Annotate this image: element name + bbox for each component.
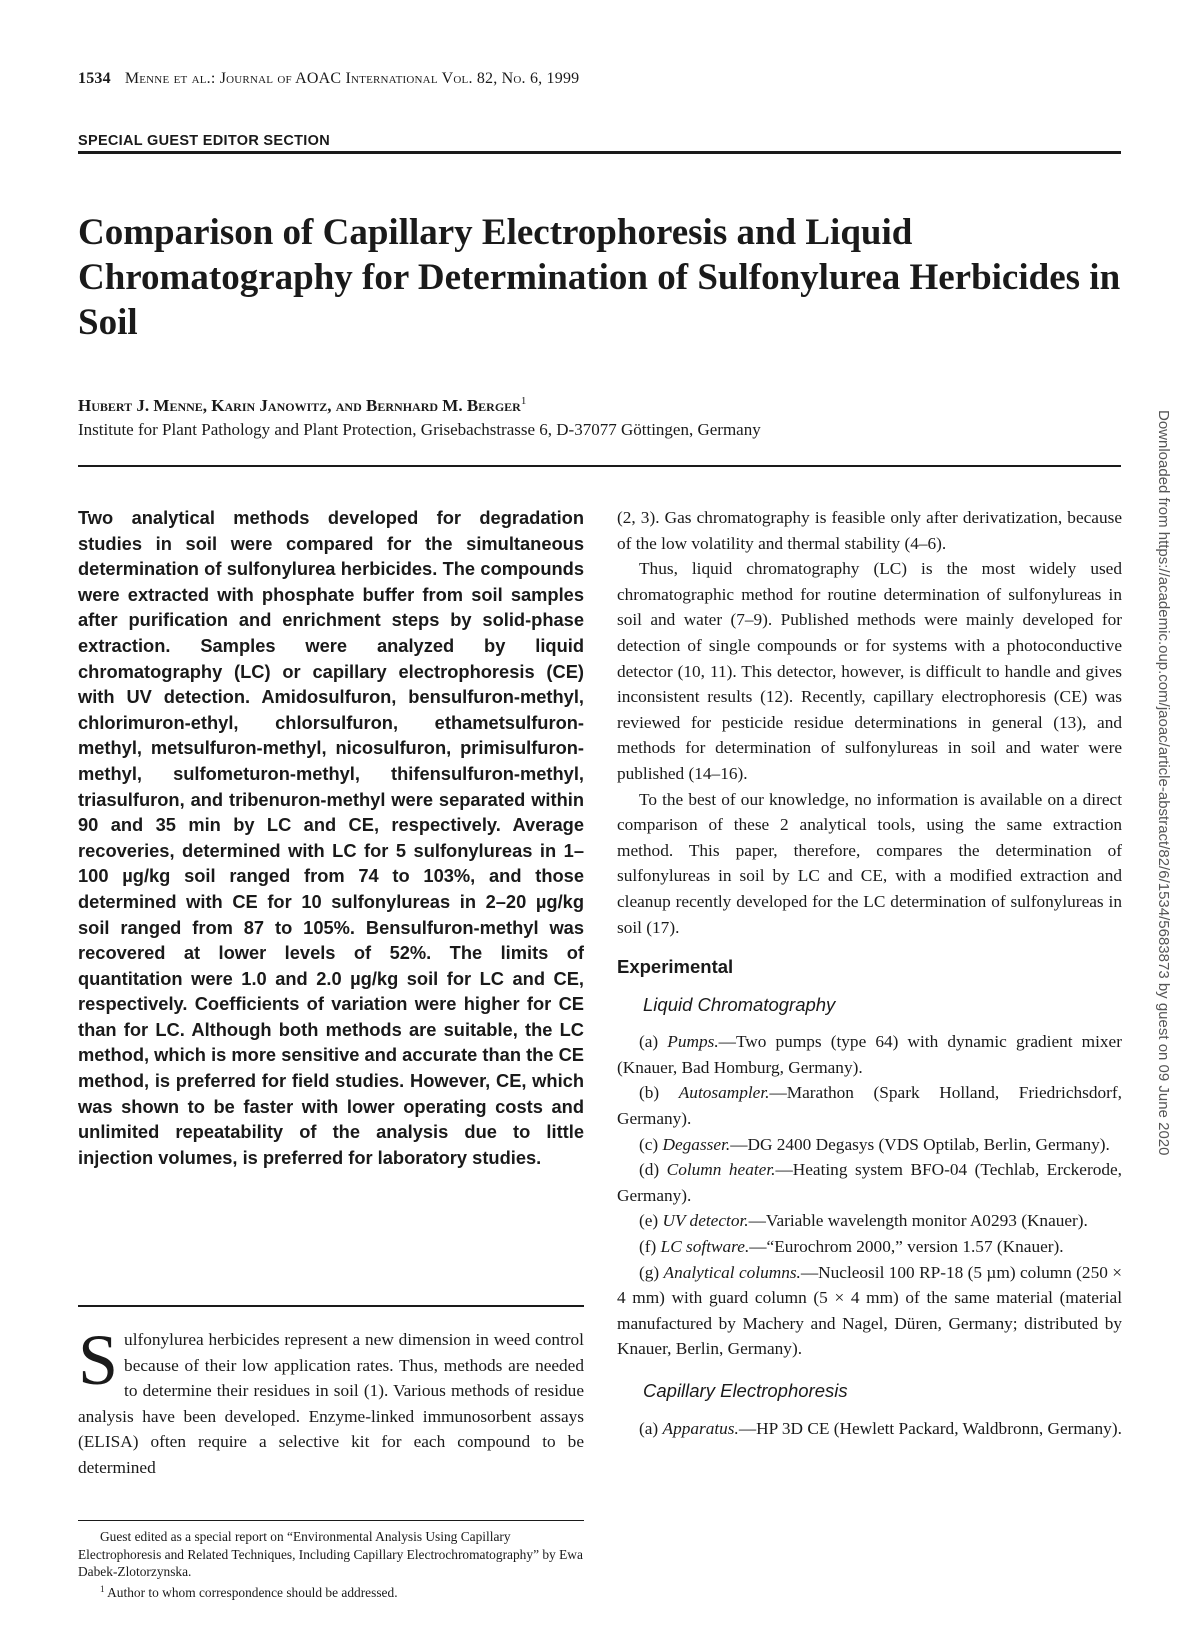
section-label: SPECIAL GUEST EDITOR SECTION xyxy=(78,133,330,149)
abstract: Two analytical methods developed for degradation studies in soil were compared for the simultaneous determination of sulfonylurea herbicides. The compounds were extracted with phosphate buffer from soil samples after purification and enrichment steps by solid-phase extraction. Samples were analyzed by liquid chromatography (LC) or capillary electrophoresis (CE) with UV detection. Amidosulfuron, bensulfuron-methyl, chlorimuron-ethyl, chlorsulfuron, ethametsulfuron-methyl, metsulfuron-methyl, nicosulfuron, primisulfuron-methyl, sulfometuron-methyl, thifensulfuron-methyl, triasulfuron, and tribenuron-methyl were separated within 90 and 35 min by LC and CE, respectively. Average recoveries, determined with LC for 5 sulfonylureas in 1–100 µg/kg soil ranged from 74 to 103%, and those determined with CE for 10 sulfonylureas in 2–20 µg/kg soil ranged from 87 to 105%. Bensulfuron-methyl was recovered at lower levels of 52%. The limits of quantitation were 1.0 and 2.0 µg/kg soil for LC and CE, respectively. Coefficients of variation were higher for CE than for LC. Although both methods are suitable, the LC method, which is more sensitive and accurate than the CE method, is preferred for field studies. However, CE, which was shown to be faster with lower operating costs and unlimited repeatability of the analysis due to little injection volumes, is preferred for laboratory studies. xyxy=(78,507,584,1168)
author-names: Hubert J. Menne, Karin Janowitz, and Bernhard M. Berger xyxy=(78,396,521,415)
authors xyxy=(78,395,526,416)
header-rule xyxy=(78,465,1121,467)
section-rule xyxy=(78,151,1121,154)
right-column xyxy=(617,505,1122,1441)
lc-item-d xyxy=(617,1157,1122,1208)
paragraph-2: Thus, liquid chromatography (LC) is the most widely used chromatographic method for routine determination of sulfonylureas in soil and water (7–9). Published methods were mainly developed for detection of single compounds or for systems with a photoconductive detector (10, 11). This detector, however, is difficult to handle and gives inconsistent results (12). Recently, capillary electrophoresis (CE) was reviewed for pesticide residue determinations in general (13), and methods for determination of sulfonylureas in soil and water were published (14–16). xyxy=(617,559,1122,783)
lc-item-f xyxy=(617,1234,1122,1260)
item-label: (a) xyxy=(639,1032,659,1052)
item-label: (e) xyxy=(639,1211,659,1231)
ce-item-a xyxy=(617,1416,1122,1442)
correspondence-text: Author to whom correspondence should be addressed. xyxy=(107,1584,398,1600)
drop-cap: S xyxy=(78,1320,119,1400)
lc-heading: Liquid Chromatography xyxy=(643,993,836,1015)
item-text: —DG 2400 Degasys (VDS Optilab, Berlin, Germany). xyxy=(730,1134,1110,1154)
watermark-text: Downloaded from https://academic.oup.com/jaoac/article-abstract/82/6/1534/5683873 by guest on 09 June 2020 xyxy=(1155,410,1172,1156)
lc-item-a xyxy=(617,1029,1122,1080)
download-watermark xyxy=(1150,410,1178,1240)
running-head xyxy=(78,70,579,88)
item-label: (c) xyxy=(639,1134,659,1154)
author-footnote-marker: 1 xyxy=(520,395,527,407)
item-name: Apparatus. xyxy=(662,1418,739,1438)
item-name: Degasser. xyxy=(662,1134,731,1154)
item-label: (f) xyxy=(639,1237,657,1257)
experimental-heading: Experimental xyxy=(617,956,734,978)
intro-paragraph xyxy=(78,1320,584,1481)
item-name: Autosampler. xyxy=(678,1083,770,1103)
item-name: Pumps. xyxy=(667,1032,719,1052)
lc-item-c xyxy=(617,1132,1122,1158)
correspondence-note xyxy=(78,1581,584,1602)
item-name: UV detector. xyxy=(662,1211,749,1231)
footnote-rule xyxy=(78,1520,584,1521)
item-text: —Variable wavelength monitor A0293 (Knauer). xyxy=(748,1211,1088,1231)
lc-item-e xyxy=(617,1208,1122,1234)
correspondence-marker: 1 xyxy=(100,1583,105,1594)
item-text: —Two pumps (type 64) with dynamic gradient mixer (Knauer, Bad Homburg, Germany). xyxy=(617,1032,1122,1077)
paragraph-3: To the best of our knowledge, no information is available on a direct comparison of these 2 analytical tools, using the same extraction method. This paper, therefore, compares the determination of sulfonylureas in soil by LC and CE, with a modified extraction and cleanup recently developed for the LC determination of sulfonylureas in soil (17). xyxy=(617,789,1122,937)
guest-editor-note: Guest edited as a special report on “Environmental Analysis Using Capillary Electrophoresis and Related Techniques, Including Capillary Electrochromatography” by Ewa Dabek-Zlotorzynska. xyxy=(78,1529,583,1579)
paragraph-1: (2, 3). Gas chromatography is feasible only after derivatization, because of the low volatility and thermal stability (4–6). xyxy=(617,508,1122,553)
item-label: (a) xyxy=(639,1418,659,1438)
item-text: —HP 3D CE (Hewlett Packard, Waldbronn, Germany). xyxy=(738,1418,1122,1438)
lc-item-g xyxy=(617,1260,1122,1362)
footnotes xyxy=(78,1528,584,1601)
ce-heading: Capillary Electrophoresis xyxy=(643,1380,848,1401)
page-number: 1534 xyxy=(78,70,111,87)
item-text: —Heating system BFO-04 (Techlab, Erckerode, Germany). xyxy=(617,1160,1122,1205)
item-label: (d) xyxy=(639,1160,660,1180)
affiliation: Institute for Plant Pathology and Plant Protection, Grisebachstrasse 6, D-37077 Göttingen, Germany xyxy=(78,420,761,439)
item-name: LC software. xyxy=(660,1237,750,1257)
item-text: —Marathon (Spark Holland, Friedrichsdorf, Germany). xyxy=(617,1083,1122,1129)
item-name: Column heater. xyxy=(666,1160,776,1180)
item-label: (g) xyxy=(639,1262,660,1282)
intro-text: ulfonylurea herbicides represent a new dimension in weed control because of their low application rates. Thus, methods are needed to determine their residues in soil (1). Various methods of residue analysis have been developed. Enzyme-linked immunosorbent assays (ELISA) often require a selective kit for each compound to be determined xyxy=(78,1330,584,1477)
item-text: —“Eurochrom 2000,” version 1.57 (Knauer). xyxy=(749,1237,1064,1257)
item-name: Analytical columns. xyxy=(663,1262,801,1282)
article-title: Comparison of Capillary Electrophoresis and Liquid Chromatography for Determination of Sulfonylurea Herbicides in Soil xyxy=(78,212,1121,343)
item-text: —Nucleosil 100 RP-18 (5 µm) column (250 × 4 mm) with guard column (5 × 4 mm) of the same material (material manufactured by Machery and Nagel, Düren, Germany; distributed by Knauer, Berlin, Germany). xyxy=(617,1262,1122,1359)
abstract-rule xyxy=(78,1305,584,1307)
journal-citation: Menne et al.: Journal of AOAC International Vol. 82, No. 6, 1999 xyxy=(124,70,580,87)
item-label: (b) xyxy=(639,1083,660,1103)
lc-item-b xyxy=(617,1080,1122,1131)
